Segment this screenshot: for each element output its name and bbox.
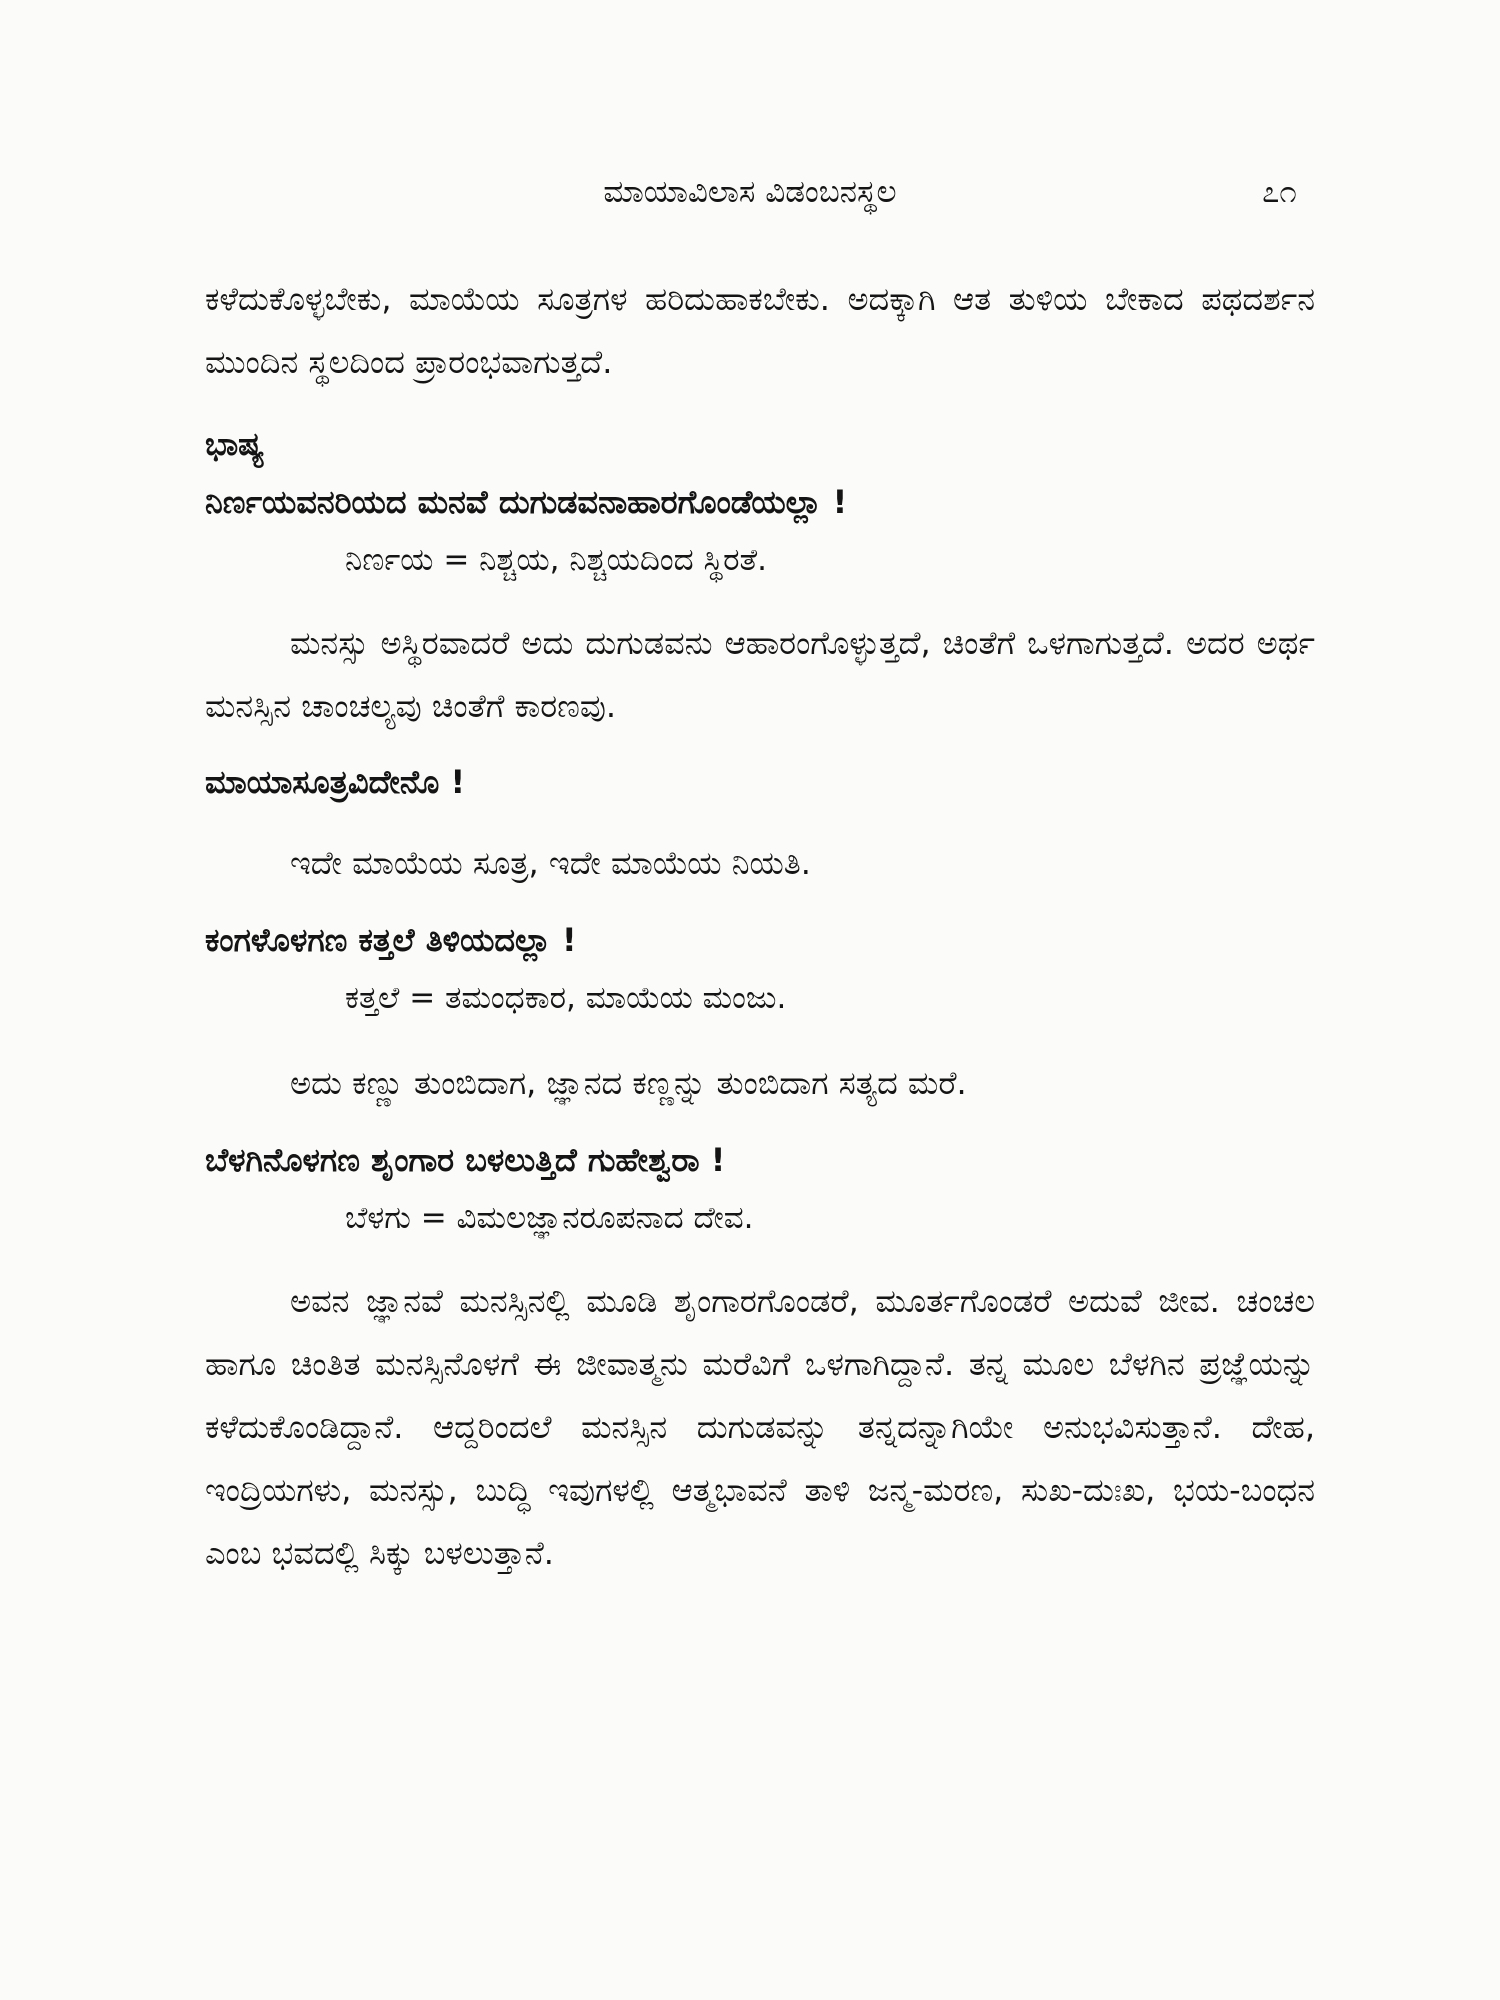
bhashya-heading: ಭಾಷ್ಯ (205, 425, 265, 463)
verse-2: ಮಾಯಾಸೂತ್ರವಿದೇನೊ ! (205, 763, 466, 801)
gloss-3: ಕತ್ತಲೆ = ತಮಂಧಕಾರ, ಮಾಯೆಯ ಮಂಜು. (345, 980, 787, 1016)
verse-1: ನಿರ್ಣಯವನರಿಯದ ಮನವೆ ದುಗುಡವನಾಹಾರಗೊಂಡೆಯಲ್ಲಾ ! (205, 483, 848, 521)
paragraph-2: ಇದೇ ಮಾಯೆಯ ಸೂತ್ರ, ಇದೇ ಮಾಯೆಯ ನಿಯತಿ. (290, 844, 811, 882)
page-number: ೭೧ (1262, 174, 1297, 210)
intro-paragraph: ಕಳೆದುಕೊಳ್ಳಬೇಕು, ಮಾಯೆಯ ಸೂತ್ರಗಳ ಹರಿದುಹಾಕಬೇಕು. ಅದಕ್ಕಾಗಿ ಆತ ತುಳಿಯ ಬೇಕಾದ ಪಥದರ್ಶನ ಮುಂದಿನ ಸ್ಥಲದಿಂದ ಪ್ರಾರಂಭವಾಗುತ್ತದೆ. (205, 280, 1315, 381)
paragraph-3: ಅದು ಕಣ್ಣು ತುಂಬಿದಾಗ, ಜ್ಞಾನದ ಕಣ್ಣನ್ನು ತುಂಬಿದಾಗ ಸತ್ಯದ ಮರೆ. (290, 1064, 967, 1102)
gloss-1: ನಿರ್ಣಯ = ನಿಶ್ಚಯ, ನಿಶ್ಚಯದಿಂದ ಸ್ಥಿರತೆ. (345, 542, 768, 578)
verse-3: ಕಂಗಳೊಳಗಣ ಕತ್ತಲೆ ತಿಳಿಯದಲ್ಲಾ ! (205, 921, 577, 959)
verse-4: ಬೆಳಗಿನೊಳಗಣ ಶೃಂಗಾರ ಬಳಲುತ್ತಿದೆ ಗುಹೇಶ್ವರಾ ! (205, 1141, 726, 1179)
running-header-title: ಮಾಯಾವಿಲಾಸ ವಿಡಂಬನಸ್ಥಲ (603, 174, 897, 210)
paragraph-1: ಮನಸ್ಸು ಅಸ್ಥಿರವಾದರೆ ಅದು ದುಗುಡವನು ಆಹಾರಂಗೊಳ್ಳುತ್ತದೆ, ಚಿಂತೆಗೆ ಒಳಗಾಗುತ್ತದೆ. ಅದರ ಅರ್ಥ ಮನಸ್ಸಿನ ಚಾಂಚಲ್ಯವು ಚಿಂತೆಗೆ ಕಾರಣವು. (205, 624, 1315, 725)
gloss-4: ಬೆಳಗು = ವಿಮಲಜ್ಞಾನರೂಪನಾದ ದೇವ. (345, 1200, 754, 1236)
paragraph-4: ಅವನ ಜ್ಞಾನವೆ ಮನಸ್ಸಿನಲ್ಲಿ ಮೂಡಿ ಶೃಂಗಾರಗೊಂಡರೆ, ಮೂರ್ತಗೊಂಡರೆ ಅದುವೆ ಜೀವ. ಚಂಚಲ ಹಾಗೂ ಚಿಂತಿತ ಮನಸ್ಸಿನೊಳಗೆ ಈ ಜೀವಾತ್ಮನು ಮರೆವಿಗೆ ಒಳಗಾಗಿದ್ದಾನೆ. ತನ್ನ ಮೂಲ ಬೆಳಗಿನ ಪ್ರಜ್ಞೆಯನ್ನು ಕಳೆದುಕೊಂಡಿದ್ದಾನೆ. ಆದ್ದರಿಂದಲೆ ಮನಸ್ಸಿನ ದುಗುಡವನ್ನು ತನ್ನದನ್ನಾಗಿಯೇ ಅನುಭವಿಸುತ್ತಾನೆ. ದೇಹ, ಇಂದ್ರಿಯಗಳು, ಮನಸ್ಸು, ಬುದ್ಧಿ ಇವುಗಳಲ್ಲಿ ಆತ್ಮಭಾವನೆ ತಾಳಿ ಜನ್ಮ-ಮರಣ, ಸುಖ-ದುಃಖ, ಭಯ-ಬಂಧನ ಎಂಬ ಭವದಲ್ಲಿ ಸಿಕ್ಕು ಬಳಲುತ್ತಾನೆ. (205, 1282, 1315, 1572)
